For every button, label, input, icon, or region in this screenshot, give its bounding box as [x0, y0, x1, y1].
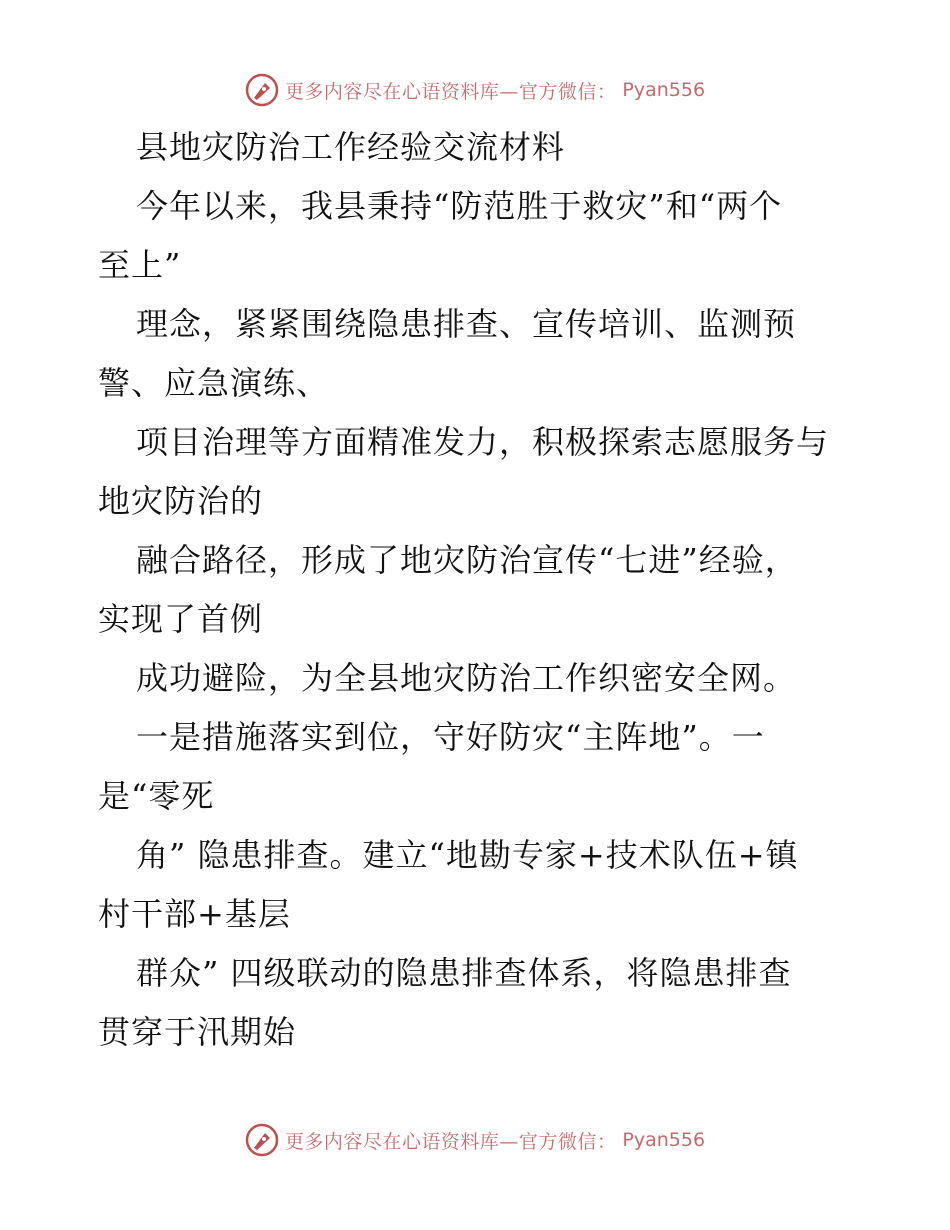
- paragraph-line: 成功避险，为全县地灾防治工作织密安全网。: [136, 659, 797, 697]
- paragraph-line: 村干部+基层: [98, 895, 291, 933]
- paragraph-line: 贯穿于汛期始: [98, 1013, 297, 1051]
- watermark-contact: Pyan556: [622, 79, 706, 101]
- paragraph-line: 是“零死: [98, 777, 215, 815]
- paragraph-line: 县地灾防治工作经验交流材料: [136, 128, 566, 166]
- header-watermark: [0, 70, 950, 110]
- footer-watermark: [0, 1120, 950, 1160]
- pen-nib-logo-icon: [245, 73, 279, 107]
- watermark-contact: Pyan556: [622, 1129, 706, 1151]
- document-body: [98, 118, 858, 1062]
- watermark-text: 更多内容尽在心语资料库—官方微信：: [284, 1130, 617, 1153]
- paragraph-line: 今年以来，我县秉持“防范胜于救灾”和“两个: [136, 187, 783, 225]
- paragraph-line: 理念，紧紧围绕隐患排查、宣传培训、监测预: [136, 305, 797, 343]
- paragraph-line: 地灾防治的: [98, 482, 264, 520]
- paragraph-line: 项目治理等方面精准发力，积极探索志愿服务与: [136, 423, 830, 461]
- paragraph-line: 警、应急演练、: [98, 364, 330, 402]
- paragraph-line: 融合路径，形成了地灾防治宣传“七进”经验，: [136, 541, 798, 579]
- paragraph-line: 角” 隐患排查。建立“地勘专家+技术队伍+镇: [136, 836, 799, 874]
- watermark-text: 更多内容尽在心语资料库—官方微信：: [284, 80, 617, 103]
- paragraph-line: 群众” 四级联动的隐患排查体系，将隐患排查: [136, 954, 792, 992]
- paragraph-line: 一是措施落实到位，守好防灾“主阵地”。一: [136, 718, 765, 756]
- pen-nib-logo-icon: [245, 1123, 279, 1157]
- paragraph-line: 实现了首例: [98, 600, 264, 638]
- paragraph-line: 至上”: [98, 246, 182, 284]
